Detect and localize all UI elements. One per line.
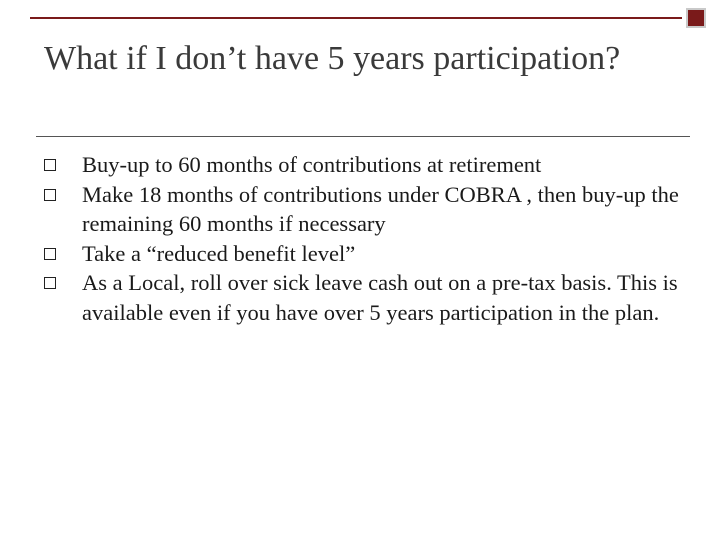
hollow-square-bullet-icon <box>44 159 56 171</box>
bullet-item <box>44 239 694 269</box>
header-accent-line <box>30 17 682 19</box>
title-divider <box>36 136 690 137</box>
bullet-text: Buy-up to 60 months of contributions at retirement <box>82 152 542 177</box>
bullet-item <box>44 180 694 239</box>
hollow-square-bullet-icon <box>44 248 56 260</box>
bullet-text: As a Local, roll over sick leave cash out on a pre-tax basis. This is available even if you have over 5 years participation in the plan. <box>82 270 678 325</box>
bullet-item <box>44 268 694 327</box>
bullet-list <box>44 150 694 327</box>
bullet-item <box>44 150 694 180</box>
slide-header-decoration <box>0 0 720 36</box>
header-accent-square <box>686 8 706 28</box>
slide-title: What if I don’t have 5 years participation? <box>44 40 621 77</box>
bullet-text: Make 18 months of contributions under COBRA , then buy-up the remaining 60 months if necessary <box>82 181 679 236</box>
hollow-square-bullet-icon <box>44 277 56 289</box>
hollow-square-bullet-icon <box>44 189 56 201</box>
bullet-text: Take a “reduced benefit level” <box>82 240 356 266</box>
